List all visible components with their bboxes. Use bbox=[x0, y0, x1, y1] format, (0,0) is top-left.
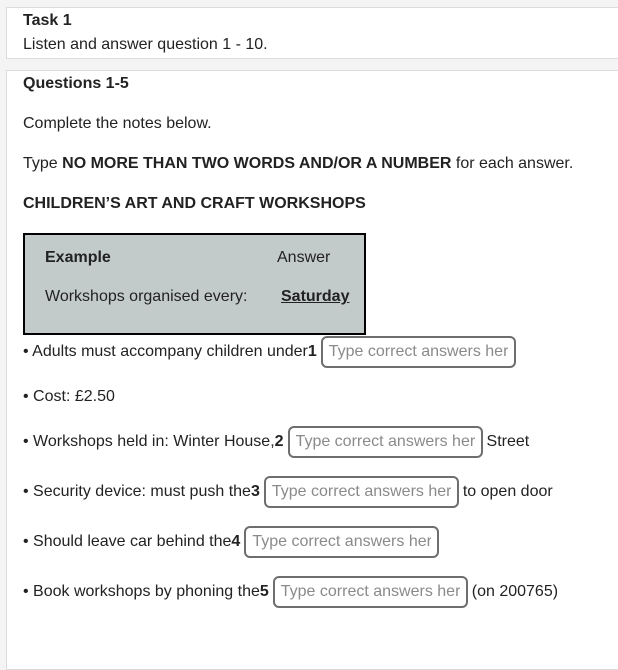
question-3 bbox=[23, 476, 553, 508]
question-4-number: 4 bbox=[231, 533, 241, 550]
question-1-text: • Adults must accompany children under bbox=[23, 343, 308, 360]
question-4-text: • Should leave car behind the bbox=[23, 533, 232, 550]
word-limit-instruction bbox=[23, 155, 573, 173]
question-4 bbox=[23, 526, 439, 558]
question-2 bbox=[23, 426, 529, 458]
question-5 bbox=[23, 576, 558, 608]
question-3-number: 3 bbox=[250, 483, 260, 500]
word-limit-prefix: Type bbox=[23, 155, 63, 172]
example-answer-label: Answer bbox=[277, 249, 331, 266]
answer-input-4[interactable] bbox=[244, 526, 439, 558]
question-5-number: 5 bbox=[259, 583, 269, 600]
task-header bbox=[6, 7, 618, 59]
answer-input-5[interactable] bbox=[273, 576, 468, 608]
example-box bbox=[23, 233, 366, 335]
answer-input-1[interactable] bbox=[321, 336, 516, 368]
word-limit-suffix: for each answer. bbox=[451, 155, 574, 172]
notes-heading: CHILDREN’S ART AND CRAFT WORKSHOPS bbox=[23, 195, 366, 212]
section-title: Questions 1-5 bbox=[23, 75, 129, 92]
task-instruction: Listen and answer question 1 - 10. bbox=[23, 36, 268, 53]
question-2-suffix: Street bbox=[486, 433, 530, 450]
question-2-number: 2 bbox=[274, 433, 284, 450]
cost-note: • Cost: £2.50 bbox=[23, 388, 115, 405]
task-title: Task 1 bbox=[23, 12, 72, 29]
example-label: Example bbox=[45, 249, 111, 266]
question-2-text: • Workshops held in: Winter House, bbox=[23, 433, 275, 450]
question-3-text: • Security device: must push the bbox=[23, 483, 251, 500]
question-1-number: 1 bbox=[307, 343, 317, 360]
question-5-text: • Book workshops by phoning the bbox=[23, 583, 260, 600]
questions-panel bbox=[6, 70, 618, 670]
section-intro: Complete the notes below. bbox=[23, 115, 212, 132]
question-5-suffix: (on 200765) bbox=[471, 583, 559, 600]
question-3-suffix: to open door bbox=[462, 483, 553, 500]
question-1 bbox=[23, 336, 516, 368]
answer-input-3[interactable] bbox=[264, 476, 459, 508]
example-question: Workshops organised every: bbox=[45, 288, 248, 305]
answer-input-2[interactable] bbox=[288, 426, 483, 458]
word-limit-rule: NO MORE THAN TWO WORDS AND/OR A NUMBER bbox=[62, 155, 452, 172]
example-answer: Saturday bbox=[281, 288, 350, 305]
